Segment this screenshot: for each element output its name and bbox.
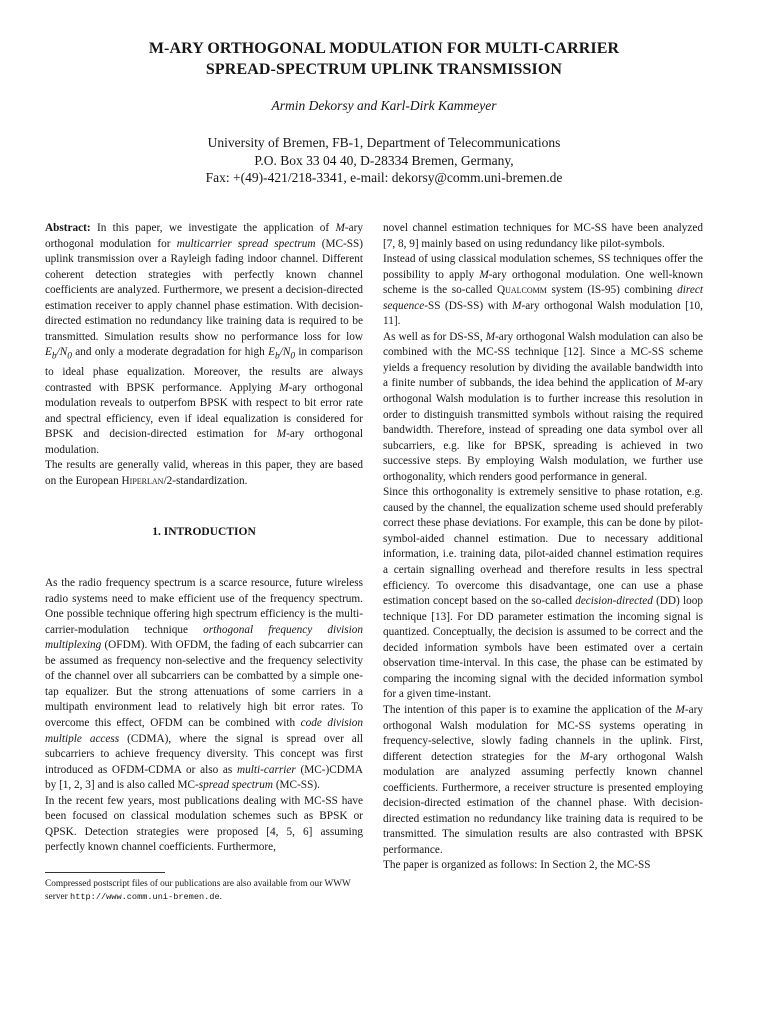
right-paragraph-1: novel channel estimation techniques for MC-SS have been analyzed [7, 8, 9] mainly based on using redundancy like pilot-symbols. [383, 222, 703, 250]
body-text: (OFDM). With OFDM, the fading of each subcarrier can be assumed as frequency non-selective and the frequency selectivity of the channel over all subcarriers can be combatted by a simple one-tap equalizer. But the strong attenuations of some carriers in a multipath environment lead to relatively high bit error rates. To overcome this effect, OFDM can be combined with [45, 639, 363, 730]
math-sub: 0 [67, 351, 72, 362]
emphasis: multi-carrier [237, 763, 296, 776]
body-text: Instead of using classical modulation schemes, SS techniques offer the possibility to apply [383, 253, 703, 281]
body-text: As well as for DS-SS, [383, 330, 486, 343]
abstract-text: -ary orthogonal modulation. [45, 428, 363, 456]
right-paragraph-3 [383, 330, 703, 485]
abstract-emphasis: multicarrier spread spectrum [176, 237, 316, 250]
math-m: M [675, 377, 685, 390]
math-m: M [512, 299, 522, 312]
emphasis: code division multiple access [45, 717, 363, 745]
math-m: M [279, 381, 289, 394]
body-text: -ary orthogonal Walsh modulation [10, 11]. [383, 299, 703, 328]
body-text: -ary orthogonal Walsh modulation can also be combined with the MC-SS technique [12]. Since a MC-SS scheme yields a frequency resolution by dividing the available bandwidth into a finite number of subbands, the idea behind the application of [383, 330, 703, 390]
body-text: system (IS-95) combining [546, 284, 678, 297]
footnote-end: . [219, 891, 222, 902]
body-text: (DD) loop technique [13]. For DD parameter estimation the incoming signal is quantized. Conceptually, the decision is assumed to be correct and the decided information symbols have been estimated over a certain observation time-interval. In this case, the phase can be estimated by comparing the incoming signal with the decided information symbol for a given time-instant. [383, 595, 703, 701]
affiliation-line-1: University of Bremen, FB-1, Department of Telecommunications [207, 135, 561, 150]
math-e: E [45, 346, 52, 359]
title-line-2: SPREAD-SPECTRUM UPLINK TRANSMISSION [205, 61, 563, 78]
body-text: (MC-)CDMA by [1, 2, 3] and is also called MC- [45, 763, 363, 792]
math-e: E [268, 346, 276, 359]
affiliation-line-3: Fax: +(49)-421/218-3341, e-mail: dekorsy@comm.uni-bremen.de [205, 170, 563, 185]
abstract-label: Abstract: [45, 222, 91, 234]
left-column [45, 221, 363, 856]
emphasis: spread spectrum [198, 779, 273, 792]
affiliation [0, 134, 768, 187]
footnote-rule [45, 872, 165, 873]
math-sub: 0 [290, 351, 296, 362]
math-ebn0 [268, 346, 296, 362]
body-text: -ary orthogonal Walsh modulation is to further increase this resolution in order to distinguish transmitted symbols without raising the required bandwidth. Therefore, instead of spreading one data symbol over all subcarriers, e.g. like for BPSK, spreading is achieved in two successive steps. By employing Walsh modulation, we further use orthogonality, which renders good performance in general. [383, 377, 703, 483]
math-sub: b [51, 351, 57, 362]
abstract-text: The results are generally valid, whereas in this paper, they are based on the European H [45, 459, 363, 487]
intro-paragraph-1 [45, 576, 363, 794]
body-text: Since this orthogonality is extremely sensitive to phase rotation, e.g. caused by the channel, the equalization scheme used should preferably correct these phase deviations. For example, this can be done by pilot-symbol-aided channel estimation. Due to necessary additional information, i.e. training data, pilot-aided channel estimation requires a certain signalling overhead and therefore results in less spectral efficiency. To overcome this disadvantage, one can use a phase estimation concept based on the so-called [383, 486, 703, 608]
right-paragraph-2 [383, 252, 703, 330]
body-text: (CDMA), where the signal is spread over all subcarriers to achieve frequency diversity. This concept was first introduced as OFDM-CDMA or also as [45, 732, 364, 776]
abstract-text: /2-standardization. [163, 475, 248, 487]
title-line-1: M-ARY ORTHOGONAL MODULATION FOR MULTI-CARRIER [148, 40, 620, 57]
right-paragraph-6: The paper is organized as follows: In Section 2, the MC-SS [383, 859, 651, 872]
math-m: M [485, 330, 496, 343]
right-paragraph-4 [383, 485, 703, 703]
math-n: /N [56, 346, 68, 359]
authors: Armin Dekorsy and Karl-Dirk Kammeyer [271, 98, 497, 113]
body-text: -ary orthogonal Walsh modulation for MC-SS systems operating in frequency-selective, slowly fading channels in the uplink. First, different detection strategies for the [383, 703, 703, 763]
body-text: -SS (DS-SS) with [424, 299, 513, 312]
abstract-text: (MC-SS) uplink transmission over a Rayleigh fading indoor channel. Different coherent detection strategies with perfectly known channel coefficients are analyzed. Furthermore, we present a decision-directed estimation receiver to apply channel phase estimation. With decision-directed estimation no redundancy like training data is required to be transmitted. Simulation results show no performance loss for low [45, 237, 364, 343]
math-m: M [276, 428, 287, 441]
math-sub: b [275, 351, 280, 362]
body-text: The intention of this paper is to examine the application of the [383, 703, 676, 716]
math-m: M [579, 750, 590, 763]
emphasis: direct sequence [383, 284, 703, 312]
abstract-text: -ary orthogonal modulation reveals to outperfom BPSK with respect to bit error rate and spectral efficiency, even if ideal equalization is considered for BPSK and decision-directed estimation for [45, 381, 363, 441]
math-m: M [335, 222, 345, 234]
body-text: -ary orthogonal modulation. One well-known scheme is the so-called Q [383, 268, 703, 297]
small-caps-text: iperlan [129, 475, 164, 487]
abstract-text: In this paper, we investigate the application of [96, 222, 336, 234]
emphasis: decision-directed [575, 595, 653, 608]
section-heading-introduction: 1. INTRODUCTION [152, 525, 256, 538]
right-column [383, 221, 703, 874]
right-paragraph-5 [383, 703, 703, 858]
math-m: M [675, 703, 685, 716]
body-text: -ary orthogonal Walsh modulation are analyzed assuming perfectly known channel coefficients. Furthermore, a receiver structure is presented employing decision-directed estimation of the channel phase. With decision-directed estimation no redundancy like training data is required to be transmitted. The simulation results are also contrasted with BPSK performance. [383, 750, 703, 856]
abstract-paragraph-1 [45, 221, 363, 458]
abstract-text: -ary orthogonal modulation for [45, 222, 363, 250]
paper-title [0, 38, 768, 80]
footnote-text: Compressed postscript files of our publications are also available from our WWW server [45, 879, 351, 902]
math-m: M [479, 268, 489, 281]
math-ebn0 [45, 346, 72, 362]
abstract-text: in comparison to ideal phase equalization. Moreover, the results are always contrasted with BPSK performance. Applying [45, 346, 364, 394]
footnote [45, 878, 363, 903]
footnote-url[interactable]: http://www.comm.uni-bremen.de [70, 891, 220, 902]
abstract-paragraph-2 [45, 458, 363, 489]
small-caps-text: ualcomm [505, 284, 547, 297]
affiliation-line-2: P.O. Box 33 04 40, D-28334 Bremen, Germany, [254, 152, 514, 168]
body-text: As the radio frequency spectrum is a scarce resource, future wireless radio systems need to make efficient use of the frequency spectrum. One possible technique offering high spectrum efficiency is the multi-carrier-modulation technique [45, 577, 363, 636]
abstract-text: and only a moderate degradation for high [71, 346, 269, 359]
intro-paragraph-2: In the recent few years, most publications dealing with MC-SS have been focused on classical modulation schemes such as BPSK or QPSK. Detection strategies were proposed [4, 5, 6] assuming perfectly known channel coefficients. Furthermore, [45, 794, 363, 854]
emphasis: orthogonal frequency division multiplexing [45, 623, 363, 652]
body-text: (MC-SS). [273, 779, 320, 792]
math-n: /N [279, 346, 291, 359]
